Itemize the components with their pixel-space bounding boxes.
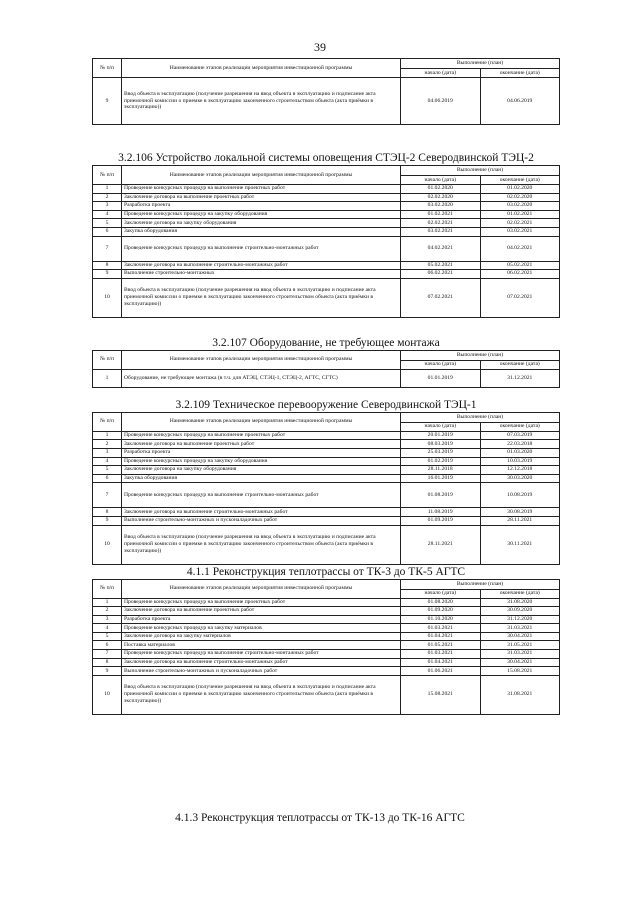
table-row	[93, 508, 560, 517]
row-end-date: 07.02.2021	[480, 278, 560, 317]
col-start-header: начало (дата)	[401, 176, 481, 185]
row-start-date: 01.06.2021	[401, 667, 481, 676]
col-start-header: начало (дата)	[401, 360, 481, 369]
schedule-table-3-2-109	[92, 412, 560, 565]
row-start-date: 01.01.2019	[401, 369, 481, 387]
section-title-3-2-106: 3.2.106 Устройство локальной системы оповещения СТЭЦ-2 Северодвинской ТЭЦ-2	[118, 152, 534, 164]
row-start-date: 25.03.2019	[401, 448, 481, 457]
table-row	[93, 448, 560, 457]
row-number: 5	[93, 632, 122, 641]
row-start-date: 01.05.2021	[401, 641, 481, 650]
row-number: 2	[93, 193, 122, 202]
row-end-date: 28.11.2021	[480, 516, 560, 525]
row-end-date: 30.08.2019	[480, 508, 560, 517]
table-row	[93, 440, 560, 449]
row-stage-name: Заключение договора на закупку оборудования	[122, 219, 401, 228]
col-name-header: Наименование этапов реализации мероприятия инвестиционной программы	[122, 59, 401, 78]
row-end-date: 06.02.2021	[480, 270, 560, 279]
row-start-date: 06.02.2021	[401, 270, 481, 279]
row-stage-name: Проведение конкурсных процедур на закупку оборудования	[122, 210, 401, 219]
row-stage-name: Разработка проекта	[122, 448, 401, 457]
row-number: 3	[93, 202, 122, 211]
row-end-date: 31.12.2021	[480, 369, 560, 387]
row-stage-name: Выполнение строительно-монтажных и пусконаладочных работ	[122, 667, 401, 676]
row-stage-name: Оборудование, не требующее монтажа (в т.ч. для АТЭЦ, СТЭЦ-1, СТЭЦ-2, АГТС, СГТС)	[122, 369, 401, 387]
row-stage-name: Ввод объекта в эксплуатацию (получение разрешения на ввод объекта в эксплуатацию и подписание акта приемочной комиссии о приемке в эксплуатацию законченного строительством объекта (акта приёмки в эксплуатацию))	[122, 278, 401, 317]
row-stage-name: Заключение договора на выполнение строительно-монтажных работ	[122, 508, 401, 517]
row-start-date: 01.03.2021	[401, 624, 481, 633]
row-end-date: 02.02.2021	[480, 219, 560, 228]
row-number: 2	[93, 440, 122, 449]
col-start-header: начало (дата)	[401, 69, 481, 78]
row-stage-name: Ввод объекта в эксплуатацию (получение разрешения на ввод объекта в эксплуатацию и подписание акта приемочной комиссии о приемке в эксплуатацию законченного строительством объекта (акта приёмки в эксплуатацию))	[122, 78, 401, 125]
row-end-date: 31.03.2021	[480, 650, 560, 659]
row-stage-name: Разработка проекта	[122, 615, 401, 624]
row-end-date: 31.08.2021	[480, 675, 560, 714]
row-stage-name: Проведение конкурсных процедур на выполнение проектных работ	[122, 598, 401, 607]
table-row	[93, 236, 560, 261]
row-start-date: 01.04.2021	[401, 658, 481, 667]
row-start-date: 01.02.2020	[401, 185, 481, 194]
row-start-date: 08.03.2019	[401, 440, 481, 449]
row-end-date: 30.04.2021	[480, 658, 560, 667]
row-number: 7	[93, 650, 122, 659]
col-name-header: Наименование этапов реализации мероприятия инвестиционной программы	[122, 166, 401, 185]
table-row	[93, 474, 560, 483]
table-row	[93, 431, 560, 440]
row-stage-name: Заключение договора на закупку материалов	[122, 632, 401, 641]
schedule-table-continued	[92, 58, 560, 125]
row-end-date: 10.03.2019	[480, 457, 560, 466]
table-row	[93, 615, 560, 624]
row-start-date: 28.11.2021	[401, 525, 481, 564]
table-row	[93, 278, 560, 317]
table-row	[93, 202, 560, 211]
row-start-date: 11.08.2019	[401, 508, 481, 517]
row-stage-name: Поставка материалов	[122, 641, 401, 650]
row-number: 5	[93, 219, 122, 228]
section-title-3-2-107: 3.2.107 Оборудование, не требующее монтажа	[212, 336, 440, 349]
section-title-4-1-1: 4.1.1 Реконструкция теплотрассы от ТК-3 до ТК-5 АГТС	[186, 565, 466, 578]
row-number: 2	[93, 607, 122, 616]
table-row	[93, 516, 560, 525]
schedule-table-3-2-106	[92, 165, 560, 318]
col-end-header: окончание (дата)	[480, 69, 560, 78]
row-number: 5	[93, 466, 122, 475]
row-start-date: 01.02.2019	[401, 457, 481, 466]
col-number-header: № п/п	[93, 412, 122, 431]
row-number: 7	[93, 483, 122, 508]
table-row	[93, 658, 560, 667]
table-row	[93, 369, 560, 387]
section-title-3-2-109: 3.2.109 Техническое перевооружение Северодвинской ТЭЦ-1	[175, 398, 477, 411]
row-end-date: 01.02.2020	[480, 185, 560, 194]
table-row	[93, 219, 560, 228]
row-stage-name: Заключение договора на выполнение проектных работ	[122, 607, 401, 616]
row-stage-name: Заключение договора на выполнение проектных работ	[122, 193, 401, 202]
col-name-header: Наименование этапов реализации мероприятия инвестиционной программы	[122, 579, 401, 598]
row-stage-name: Проведение конкурсных процедур на закупку оборудования	[122, 457, 401, 466]
table-row	[93, 78, 560, 125]
row-start-date: 01.08.2019	[401, 483, 481, 508]
row-number: 4	[93, 210, 122, 219]
row-number: 1	[93, 431, 122, 440]
table-row	[93, 466, 560, 475]
row-start-date: 04.06.2019	[401, 78, 481, 125]
row-stage-name: Проведение конкурсных процедур на выполнение строительно-монтажных работ	[122, 236, 401, 261]
row-stage-name: Заключение договора на выполнение строительно-монтажных работ	[122, 658, 401, 667]
row-number: 6	[93, 641, 122, 650]
table-row	[93, 261, 560, 270]
row-end-date: 15.08.2021	[480, 667, 560, 676]
row-start-date: 02.02.2021	[401, 219, 481, 228]
row-number: 1	[93, 598, 122, 607]
row-number: 3	[93, 448, 122, 457]
row-start-date: 07.02.2021	[401, 278, 481, 317]
row-end-date: 31.03.2021	[480, 624, 560, 633]
col-name-header: Наименование этапов реализации мероприятия инвестиционной программы	[122, 350, 401, 369]
table-row	[93, 632, 560, 641]
row-stage-name: Ввод объекта в эксплуатацию (получение разрешения на ввод объекта в эксплуатацию и подписание акта приемочной комиссии о приемке в эксплуатацию законченного строительством объекта (акта приёмки в эксплуатацию))	[122, 675, 401, 714]
table-row	[93, 185, 560, 194]
row-start-date: 01.02.2021	[401, 210, 481, 219]
row-end-date: 10.08.2019	[480, 483, 560, 508]
table-row	[93, 650, 560, 659]
row-end-date: 31.12.2020	[480, 615, 560, 624]
col-end-header: окончание (дата)	[480, 176, 560, 185]
row-stage-name: Закупка оборудования	[122, 227, 401, 236]
row-end-date: 02.02.2020	[480, 193, 560, 202]
row-number: 7	[93, 236, 122, 261]
col-start-header: начало (дата)	[401, 422, 481, 431]
row-start-date: 15.08.2021	[401, 675, 481, 714]
col-exec-header: Выполнение (план)	[401, 579, 560, 589]
row-end-date: 04.06.2019	[480, 78, 560, 125]
col-end-header: окончание (дата)	[480, 589, 560, 598]
row-end-date: 30.04.2021	[480, 632, 560, 641]
row-end-date: 22.03.2018	[480, 440, 560, 449]
row-end-date: 31.08.2020	[480, 598, 560, 607]
row-stage-name: Проведение конкурсных процедур на выполнение строительно-монтажных работ	[122, 650, 401, 659]
table-row	[93, 598, 560, 607]
col-exec-header: Выполнение (план)	[401, 166, 560, 176]
row-number: 4	[93, 624, 122, 633]
row-start-date: 01.08.2020	[401, 598, 481, 607]
col-name-header: Наименование этапов реализации мероприятия инвестиционной программы	[122, 412, 401, 431]
row-number: 6	[93, 227, 122, 236]
row-end-date: 05.02.2021	[480, 261, 560, 270]
row-start-date: 04.02.2021	[401, 236, 481, 261]
row-start-date: 28.11.2018	[401, 466, 481, 475]
table-row	[93, 641, 560, 650]
row-start-date: 03.02.2020	[401, 202, 481, 211]
table-row	[93, 675, 560, 714]
row-number: 3	[93, 615, 122, 624]
col-number-header: № п/п	[93, 350, 122, 369]
row-stage-name: Закупка оборудования	[122, 474, 401, 483]
row-stage-name: Заключение договора на выполнение проектных работ	[122, 440, 401, 449]
row-stage-name: Ввод объекта в эксплуатацию (получение разрешения на ввод объекта в эксплуатацию и подписание акта приемочной комиссии о приемке в эксплуатацию законченного строительством объекта (акта приёмки в эксплуатацию))	[122, 525, 401, 564]
row-end-date: 03.02.2021	[480, 227, 560, 236]
col-exec-header: Выполнение (план)	[401, 59, 560, 69]
row-stage-name: Проведение конкурсных процедур на закупку материалов	[122, 624, 401, 633]
row-number: 9	[93, 516, 122, 525]
row-start-date: 20.01.2019	[401, 431, 481, 440]
table-row	[93, 607, 560, 616]
row-number: 1	[93, 185, 122, 194]
row-number: 1	[93, 369, 122, 387]
row-start-date: 01.09.2020	[401, 607, 481, 616]
row-stage-name: Проведение конкурсных процедур на выполнение строительно-монтажных работ	[122, 483, 401, 508]
row-number: 10	[93, 525, 122, 564]
row-start-date: 01.09.2019	[401, 516, 481, 525]
row-stage-name: Выполнение строительно-монтажных и пусконаладочных работ	[122, 516, 401, 525]
table-row	[93, 525, 560, 564]
row-end-date: 03.02.2020	[480, 202, 560, 211]
table-row	[93, 667, 560, 676]
col-exec-header: Выполнение (план)	[401, 412, 560, 422]
section-title-4-1-3: 4.1.3 Реконструкция теплотрассы от ТК-13 до ТК-16 АГТС	[175, 812, 465, 824]
col-number-header: № п/п	[93, 579, 122, 598]
row-number: 6	[93, 474, 122, 483]
table-row	[93, 624, 560, 633]
table-row	[93, 483, 560, 508]
row-number: 8	[93, 508, 122, 517]
table-row	[93, 193, 560, 202]
row-end-date: 31.05.2021	[480, 641, 560, 650]
row-number: 4	[93, 457, 122, 466]
row-number: 10	[93, 675, 122, 714]
row-stage-name: Заключение договора на закупку оборудования	[122, 466, 401, 475]
row-stage-name: Выполнение строительно-монтажных	[122, 270, 401, 279]
row-stage-name: Разработка проекта	[122, 202, 401, 211]
table-row	[93, 270, 560, 279]
row-number: 8	[93, 261, 122, 270]
row-start-date: 03.02.2021	[401, 227, 481, 236]
col-number-header: № п/п	[93, 59, 122, 78]
col-end-header: окончание (дата)	[480, 422, 560, 431]
row-end-date: 04.02.2021	[480, 236, 560, 261]
row-number: 9	[93, 667, 122, 676]
row-start-date: 05.02.2021	[401, 261, 481, 270]
row-number: 9	[93, 78, 122, 125]
table-row	[93, 210, 560, 219]
row-end-date: 12.12.2018	[480, 466, 560, 475]
schedule-table-3-2-107	[92, 350, 560, 388]
row-stage-name: Заключение договора на выполнение строительно-монтажных работ	[122, 261, 401, 270]
row-number: 8	[93, 658, 122, 667]
row-end-date: 01.03.2020	[480, 448, 560, 457]
row-end-date: 30.03.2020	[480, 474, 560, 483]
schedule-table-4-1-1	[92, 579, 560, 715]
row-start-date: 01.04.2021	[401, 632, 481, 641]
table-row	[93, 457, 560, 466]
col-start-header: начало (дата)	[401, 589, 481, 598]
row-start-date: 02.02.2020	[401, 193, 481, 202]
col-exec-header: Выполнение (план)	[401, 350, 560, 360]
row-end-date: 01.02.2021	[480, 210, 560, 219]
row-start-date: 01.10.2020	[401, 615, 481, 624]
row-number: 10	[93, 278, 122, 317]
document-content	[92, 58, 560, 715]
table-row	[93, 227, 560, 236]
row-end-date: 30.11.2021	[480, 525, 560, 564]
row-end-date: 30.09.2020	[480, 607, 560, 616]
row-start-date: 16.01.2019	[401, 474, 481, 483]
row-number: 9	[93, 270, 122, 279]
row-stage-name: Проведение конкурсных процедур на выполнение проектных работ	[122, 185, 401, 194]
row-stage-name: Проведение конкурсных процедур на выполнение проектных работ	[122, 431, 401, 440]
row-start-date: 01.03.2021	[401, 650, 481, 659]
page-number: 39	[314, 40, 326, 54]
col-number-header: № п/п	[93, 166, 122, 185]
row-end-date: 07.03.2019	[480, 431, 560, 440]
col-end-header: окончание (дата)	[480, 360, 560, 369]
